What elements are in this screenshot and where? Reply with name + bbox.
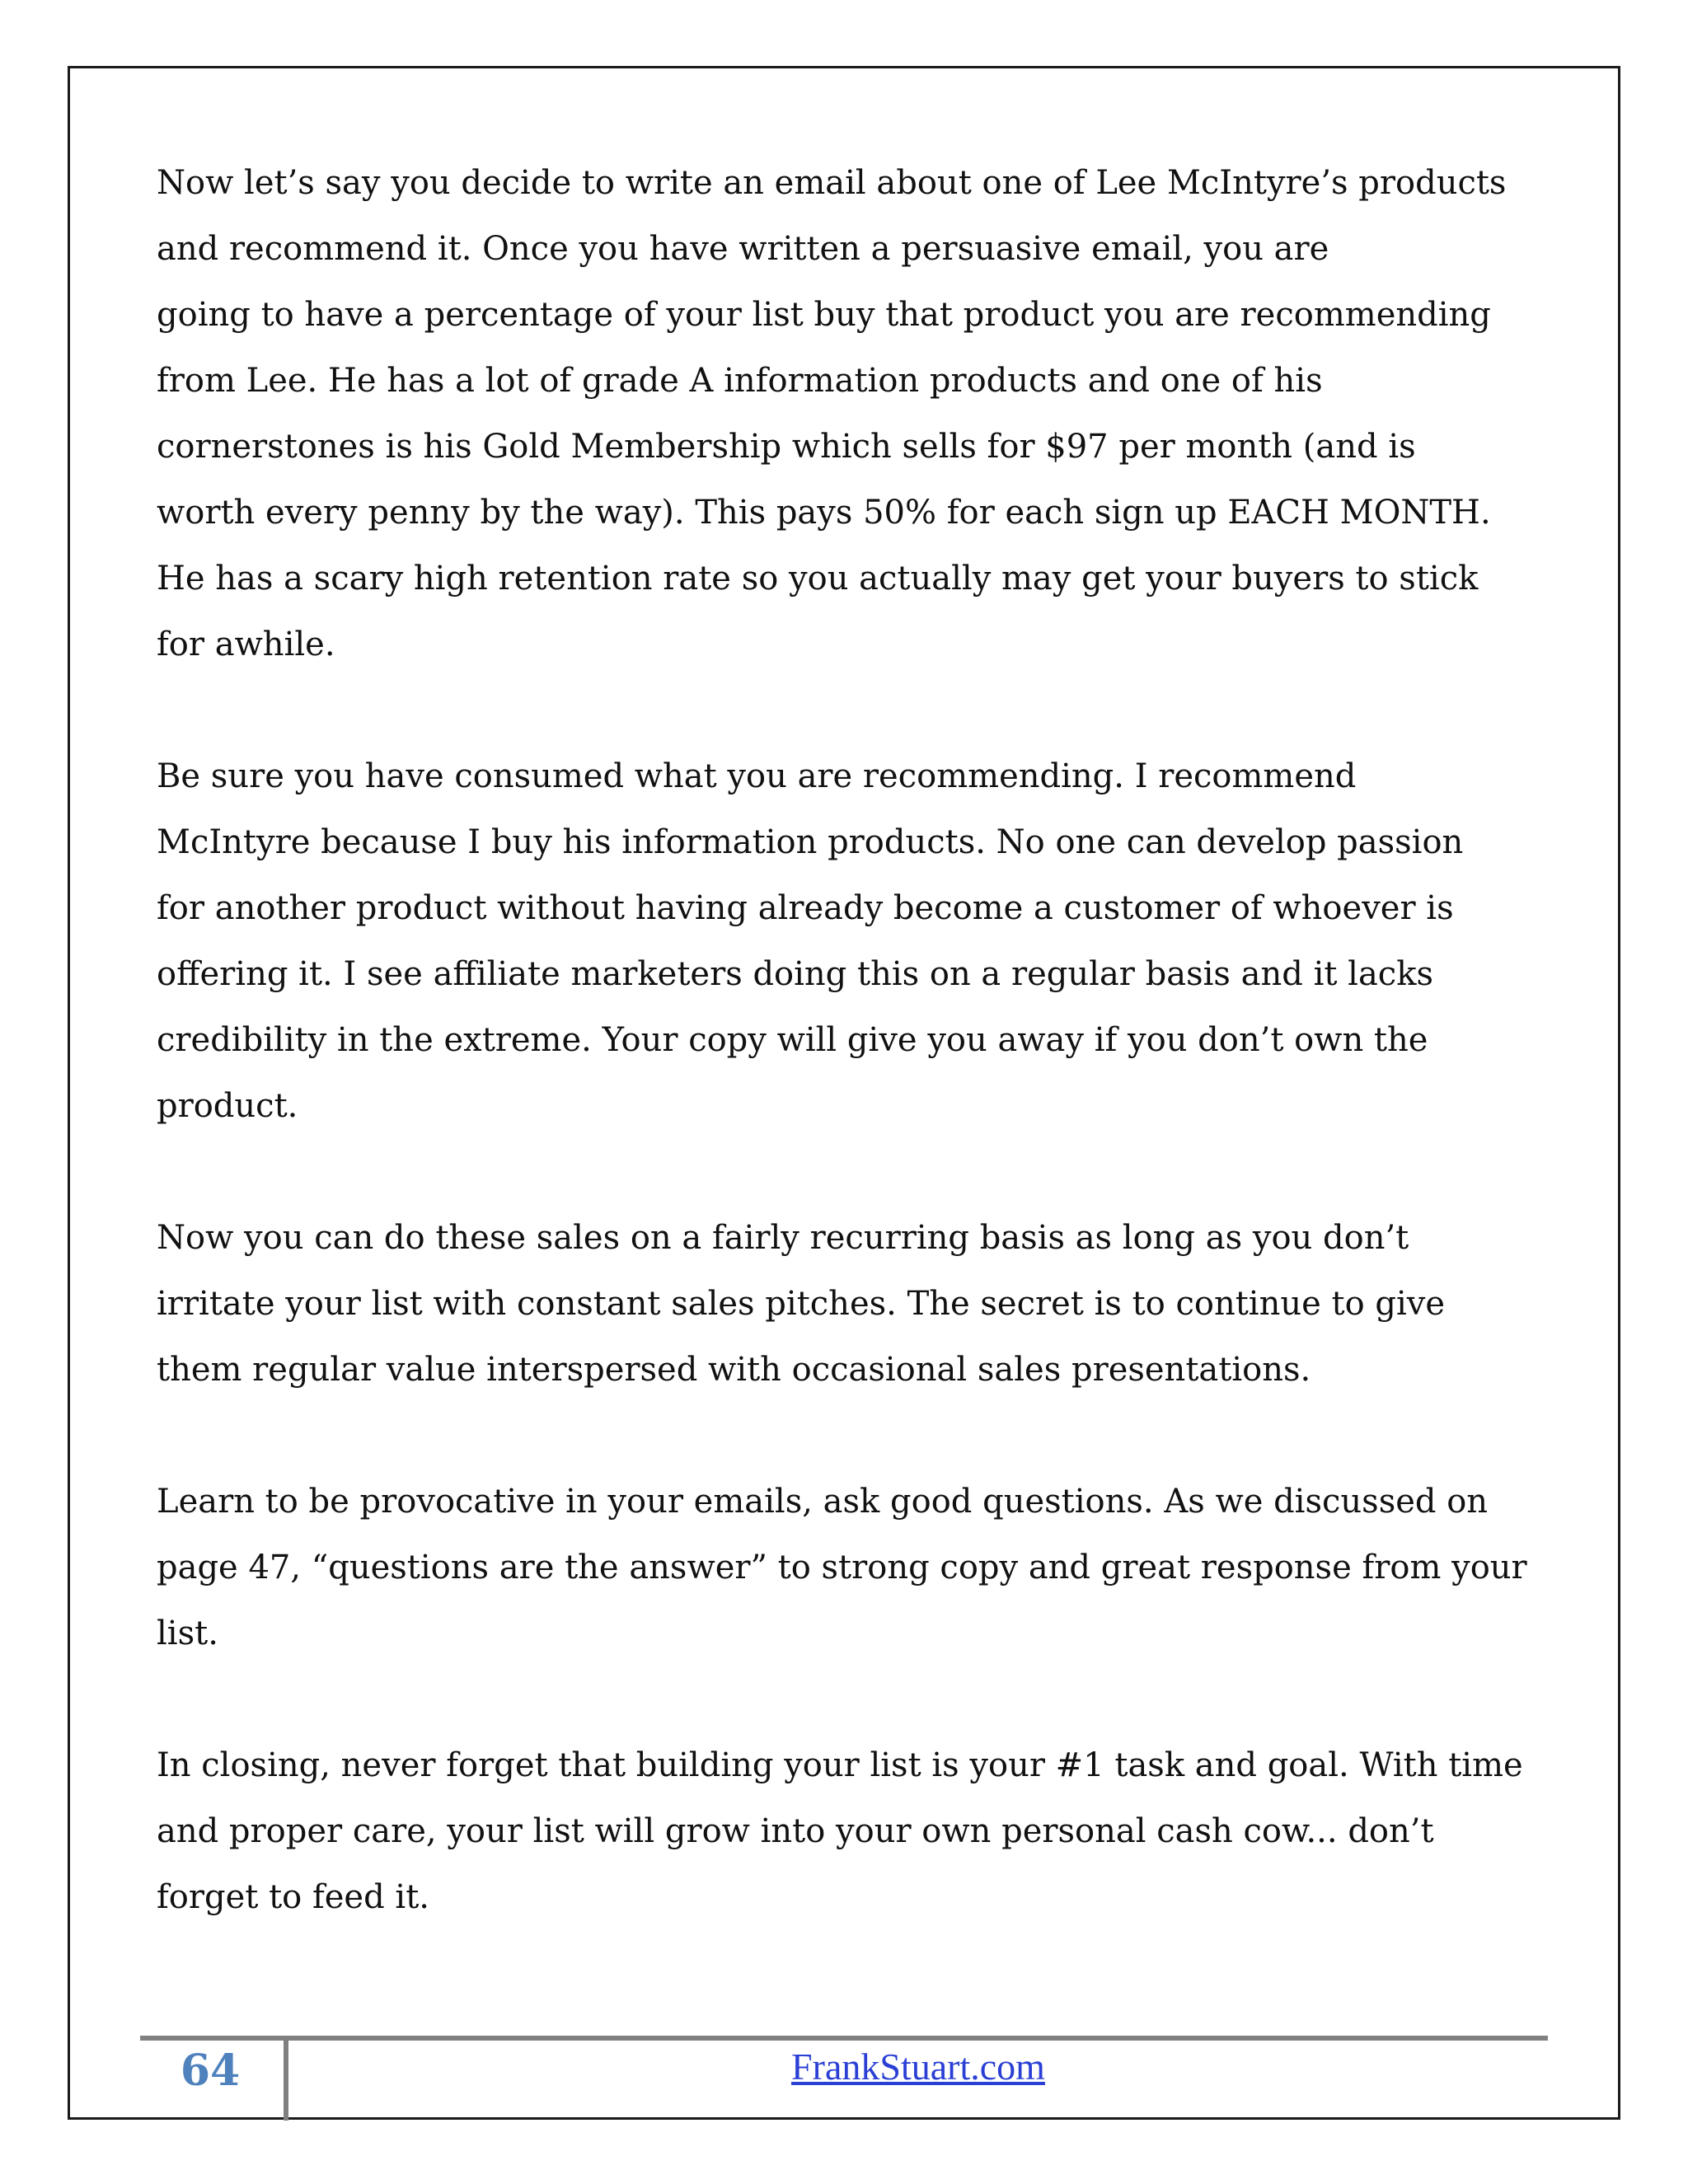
footer-rule bbox=[140, 2036, 1548, 2041]
text-line: and recommend it. Once you have written a persuasive email, you are bbox=[157, 230, 1329, 268]
text-line: forget to feed it. bbox=[157, 1878, 429, 1916]
text-line: page 47, “questions are the answer” to strong copy and great response from your bbox=[157, 1549, 1527, 1586]
text-line: Now you can do these sales on a fairly recurring basis as long as you don’t bbox=[157, 1219, 1409, 1257]
text-line: going to have a percentage of your list buy that product you are recommending bbox=[157, 296, 1491, 334]
text-line: cornerstones is his Gold Membership which sells for $97 per month (and is bbox=[157, 428, 1416, 466]
text-line: from Lee. He has a lot of grade A information products and one of his bbox=[157, 362, 1323, 400]
text-line: them regular value interspersed with occasional sales presentations. bbox=[157, 1351, 1311, 1389]
text-line: McIntyre because I buy his information products. No one can develop passion bbox=[157, 823, 1464, 861]
paragraph-provocative-emails bbox=[157, 1469, 1558, 1666]
text-line: Be sure you have consumed what you are recommending. I recommend bbox=[157, 757, 1357, 795]
text-line: In closing, never forget that building your list is your #1 task and goal. With time bbox=[157, 1746, 1523, 1784]
paragraph-closing bbox=[157, 1732, 1558, 1930]
text-line: credibility in the extreme. Your copy will give you away if you don’t own the bbox=[157, 1021, 1428, 1059]
text-line: for another product without having already become a customer of whoever is bbox=[157, 889, 1454, 927]
text-line: irritate your list with constant sales pitches. The secret is to continue to give bbox=[157, 1285, 1446, 1323]
body-text bbox=[157, 150, 1558, 1996]
text-line: He has a scary high retention rate so you actually may get your buyers to stick bbox=[157, 560, 1479, 598]
text-line: and proper care, your list will grow into your own personal cash cow... don’t bbox=[157, 1812, 1434, 1850]
text-line: Learn to be provocative in your emails, ask good questions. As we discussed on bbox=[157, 1483, 1489, 1521]
page-number: 64 bbox=[180, 2046, 241, 2096]
paragraph-recurring-sales bbox=[157, 1205, 1558, 1403]
footer-website-link[interactable]: FrankStuart.com bbox=[791, 2046, 1045, 2088]
text-line: list. bbox=[157, 1615, 218, 1652]
text-line: Now let’s say you decide to write an email about one of Lee McIntyre’s products bbox=[157, 164, 1507, 202]
paragraph-affiliate-email bbox=[157, 150, 1558, 677]
text-line: product. bbox=[157, 1087, 298, 1125]
paragraph-consume-product bbox=[157, 743, 1558, 1139]
text-line: offering it. I see affiliate marketers doing this on a regular basis and it lacks bbox=[157, 955, 1433, 993]
text-line: worth every penny by the way). This pays 50% for each sign up EACH MONTH. bbox=[157, 494, 1491, 532]
text-line: for awhile. bbox=[157, 626, 335, 663]
